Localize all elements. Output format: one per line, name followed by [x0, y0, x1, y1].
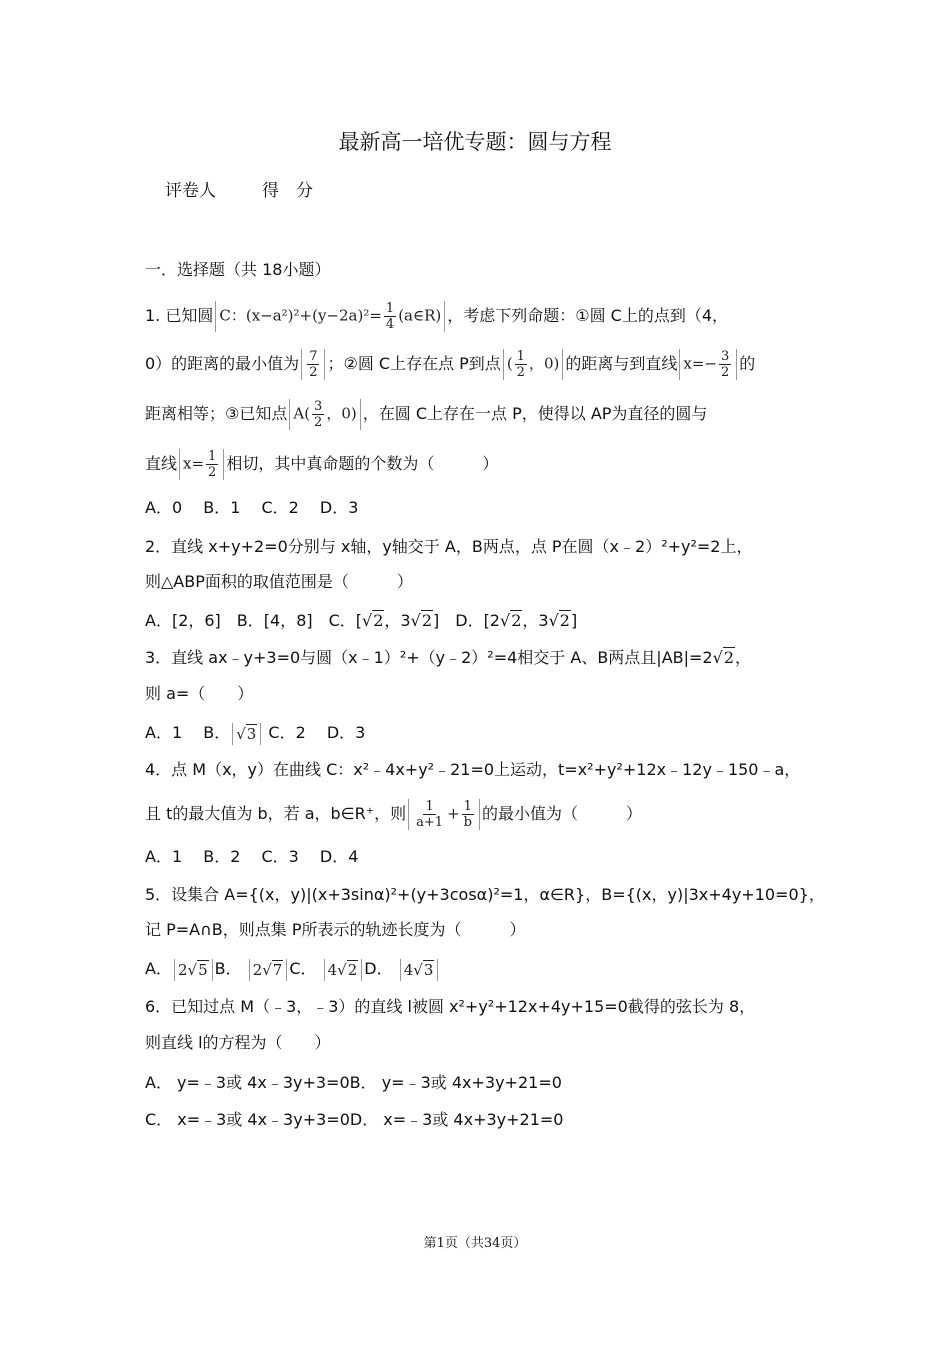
q4-line-1: 4．点 M（x，y）在曲线 C：x²﹣4x+y²﹣21=0上运动，t=x²+y²+12x﹣12y﹣150﹣a，: [145, 760, 801, 779]
q1-line-4: 直线 x= $\frac{1}{2}$ 相切，其中真命题的个数为（ ）: [145, 449, 499, 480]
page-title: 最新高一培优专题：圆与方程: [338, 130, 612, 154]
q5-options: A． 2√5 B． 2√7 C． 4√2 D． 4√3: [145, 958, 440, 981]
score-label: 得 分: [262, 181, 313, 201]
q6-line-1: 6．已知过点 M（﹣3，﹣3）的直线 l被圆 x²+y²+12x+4y+15=0截得的弦长为 8，: [145, 997, 756, 1016]
point-half-zero: ( $\frac{1}{2}$ ，0): [503, 349, 564, 380]
circle-equation: C：(x−a²)²+(y−2a)²= $\frac{1}{4}$ (a∈R): [215, 301, 445, 332]
q6-options-1: A． y=﹣3或 4x﹣3y+3=0B． y=﹣3或 4x+3y+21=0: [145, 1073, 562, 1092]
q3-line-1: 3．直线 ax﹣y+3=0与圆（x﹣1）²+（y﹣2）²=4相交于 A、B两点且|AB|=2√2，: [145, 648, 752, 667]
q1-line-2: 0）的距离的最小值为 $\frac{7}{2}$ ；②圆 C上存在点 P到点 ( $\frac{1}{2}$ ，0) 的距离与到直线 x=− $\frac{3}{2}$ 的: [145, 349, 756, 380]
q6-line-2: 则直线 l的方程为（ ）: [145, 1033, 331, 1052]
reviewer-label: 评卷人: [165, 181, 216, 201]
q2-options: A．[2，6] B．[4，8] C．[√2，3√2] D．[2√2，3√2]: [145, 611, 578, 630]
q3-line-2: 则 a=（ ）: [145, 684, 254, 703]
sqrt-3: √3: [232, 723, 261, 745]
option-b-value: 2√7: [249, 959, 288, 981]
page-footer: 第1页（共34页）: [423, 1236, 527, 1251]
section-heading: 一．选择题（共 18小题）: [145, 260, 331, 279]
fraction-7-2: $\frac{7}{2}$: [301, 349, 325, 380]
q2-line-1: 2．直线 x+y+2=0分别与 x轴，y轴交于 A，B两点，点 P在圆（x﹣2）²+y²=2上，: [145, 537, 753, 556]
q3-options: A．1 B． √3 C．2 D．3: [145, 723, 366, 743]
sqrt-2: √2: [712, 648, 734, 667]
option-a-value: 2√5: [174, 959, 213, 981]
q4-line-2: 且 t的最大值为 b，若 a，b∈R⁺，则 $\frac{1}{a+1}$ + $\frac{1}{b}$ 的最小值为（ ）: [145, 799, 642, 830]
q1-line-3: 距离相等；③已知点 A( $\frac{3}{2}$ ，0) ，在圆 C上存在一点 P，使得以 AP为直径的圆与: [145, 399, 708, 430]
q5-line-1: 5．设集合 A={(x，y)|(x+3sinα)²+(y+3cosα)²=1，α∈R}，B={(x，y)|3x+4y+10=0}，: [145, 885, 825, 904]
point-A: A( $\frac{3}{2}$ ，0): [289, 399, 360, 430]
line-x-neg-3-2: x=− $\frac{3}{2}$: [679, 349, 737, 380]
q5-line-2: 记 P=A∩B，则点集 P所表示的轨迹长度为（ ）: [145, 920, 526, 939]
line-x-1-2: x= $\frac{1}{2}$: [179, 449, 224, 480]
q2-line-2: 则△ABP面积的取值范围是（ ）: [145, 572, 413, 591]
q1-line-1: 1. 已知圆 C：(x−a²)²+(y−2a)²= $\frac{1}{4}$ (a∈R) ，考虑下列命题：①圆 C上的点到（4，: [145, 301, 729, 332]
q6-options-2: C． x=﹣3或 4x﹣3y+3=0D． x=﹣3或 4x+3y+21=0: [145, 1110, 564, 1129]
option-c-value: 4√2: [324, 959, 363, 981]
q1-options: A．0 B．1 C．2 D．3: [145, 498, 359, 517]
sqrt-2: √2: [362, 611, 384, 630]
fraction-expression: $\frac{1}{a+1}$ + $\frac{1}{b}$: [408, 799, 480, 830]
q4-options: A．1 B．2 C．3 D．4: [145, 847, 359, 866]
option-d-value: 4√3: [400, 959, 439, 981]
